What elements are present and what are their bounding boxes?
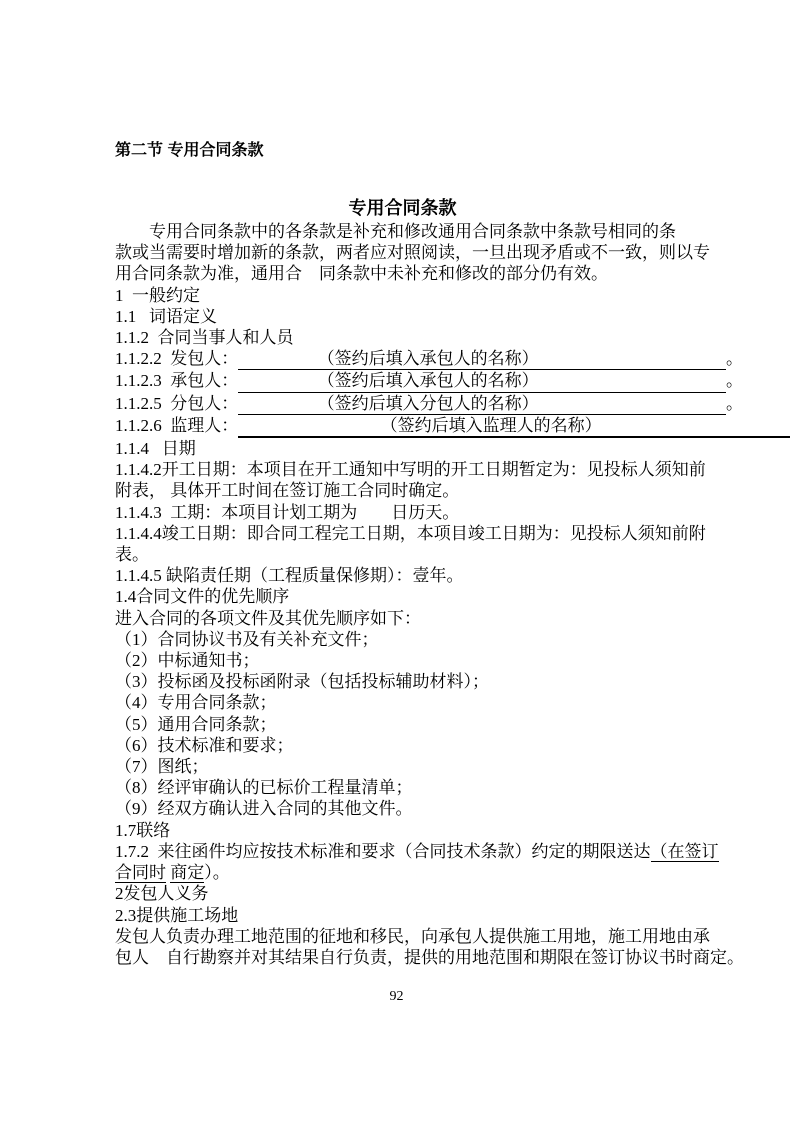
field-underline: [238, 348, 726, 370]
intro-paragraph-line: 用合同条款为准，通用合 同条款中未补充和修改的部分仍有效。: [115, 264, 608, 284]
clause-line: 1.1.4.4竣工日期：即合同工程完工日期，本项目竣工日期为：见投标人须知前附: [115, 523, 706, 543]
field-label: 1.1.2.2 发包人：: [115, 349, 239, 369]
intro-paragraph-line: 款或当需要时增加新的条款，两者应对照阅读，一旦出现矛盾或不一致，则以专: [115, 243, 710, 263]
clause-line-1-7-2: [115, 841, 719, 862]
field-underline: [238, 415, 790, 438]
field-label: 1.1.2.5 分包人：: [115, 393, 239, 413]
field-row-employer: [115, 348, 743, 370]
list-item: （4）专用合同条款；: [115, 693, 277, 713]
list-item: （2）中标通知书；: [115, 651, 260, 671]
list-item: （7）图纸；: [115, 757, 209, 777]
field-fill-text: （签约后填入承包人的名称）: [317, 349, 539, 369]
intro-paragraph-line: 专用合同条款中的各条款是补充和修改通用合同条款中条款号相同的条: [115, 222, 676, 241]
field-row-supervisor: [115, 415, 790, 438]
clause-heading-employer-obligations: 2发包人义务: [115, 884, 209, 904]
underlined-fill-text: 合同时: [115, 863, 166, 883]
list-item: （9）经双方确认进入合同的其他文件。: [115, 799, 413, 819]
clause-heading-liaison: 1.7联络: [115, 820, 171, 840]
page-number: 92: [389, 989, 404, 1004]
clause-heading-site-provision: 2.3提供施工场地: [115, 905, 239, 925]
clause-line: 1.1.4.5 缺陷责任期（工程质量保修期）：壹年。: [115, 566, 464, 586]
clause-heading-general: 1 一般约定: [115, 285, 200, 305]
underlined-fill-text: （在签订: [650, 841, 719, 861]
field-suffix: 。: [726, 393, 743, 413]
field-row-subcontractor: [115, 393, 743, 415]
clause-line-1-7-2-cont: [115, 862, 690, 883]
document-title: 专用合同条款: [348, 198, 457, 218]
clause-line: 附表， 具体开工时间在签订施工合同时确定。: [115, 481, 460, 501]
field-fill-text: （签约后填入承包人的名称）: [317, 371, 539, 391]
field-label: 1.1.2.3 承包人：: [115, 371, 239, 391]
field-label: 1.1.2.6 监理人：: [115, 415, 239, 435]
clause-line: 包人 自行勘察并对其结果自行负责，提供的用地范围和期限在签订协议书时商定。: [115, 947, 744, 967]
field-row-contractor: [115, 370, 743, 392]
field-fill-text: （签约后填入分包人的名称）: [317, 393, 539, 413]
section-heading: 第二节 专用合同条款: [115, 142, 264, 159]
document-content: [115, 141, 744, 968]
clause-line: 发包人负责办理工地范围的征地和移民，向承包人提供施工用地，施工用地由承: [115, 926, 710, 946]
list-item: （8）经评审确认的已标价工程量清单；: [115, 778, 413, 798]
clause-line: 1.1.4.3 工期：本项目计划工期为 日历天。: [115, 502, 460, 522]
clause-heading-definitions: 1.1 词语定义: [115, 306, 217, 326]
clause-heading-parties: 1.1.2 合同当事人和人员: [115, 328, 294, 348]
list-item: （1）合同协议书及有关补充文件；: [115, 629, 379, 649]
list-item: （3）投标函及投标函附录（包括投标辅助材料）；: [115, 672, 489, 692]
field-suffix: 。: [726, 371, 743, 391]
list-item: （6）技术标准和要求；: [115, 735, 294, 755]
field-fill-text: （签约后填入监理人的名称）: [380, 415, 602, 435]
list-item: （5）通用合同条款；: [115, 714, 277, 734]
clause-heading-priority: 1.4合同文件的优先顺序: [115, 587, 290, 607]
clause-line: 进入合同的各项文件及其优先顺序如下：: [115, 608, 421, 628]
field-suffix: 。: [726, 349, 743, 369]
clause-line: 1.1.4.2开工日期：本项目在开工通知中写明的开工日期暂定为：见投标人须知前: [115, 460, 706, 480]
underlined-fill-text: 商定: [170, 863, 205, 883]
clause-line: 表。: [115, 545, 149, 565]
clause-text: 1.7.2 来往函件均应按技术标准和要求（合同技术条款）约定的期限送达: [115, 841, 651, 861]
clause-text: ）。: [204, 863, 230, 883]
field-underline: [238, 393, 726, 415]
field-underline: [238, 370, 726, 392]
clause-heading-dates: 1.1.4 日期: [115, 439, 196, 459]
